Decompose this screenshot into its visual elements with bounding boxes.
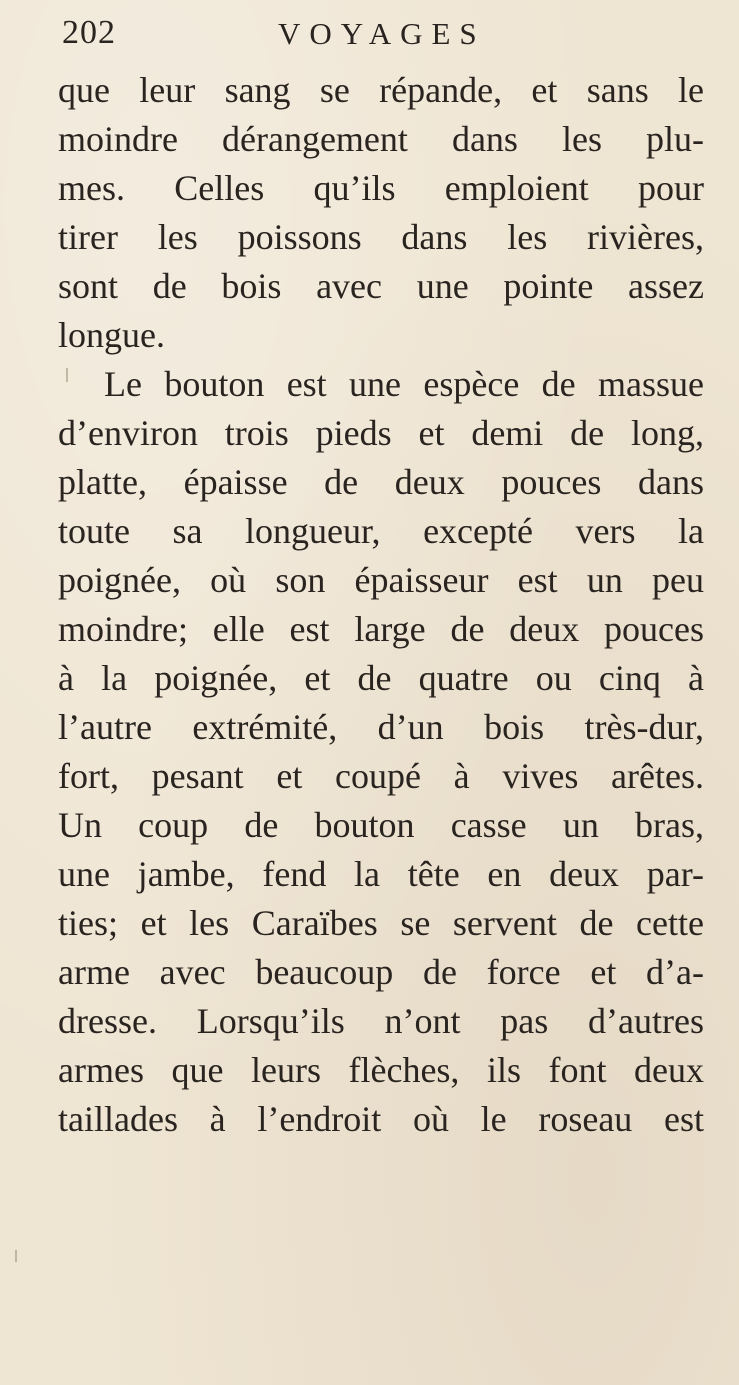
text-line: une jambe, fend la tête en deux par- xyxy=(58,854,704,894)
text-line: tirer les poissons dans les rivières, xyxy=(58,217,704,257)
running-head xyxy=(62,14,702,58)
text-line: taillades à l’endroit où le roseau est xyxy=(58,1099,704,1139)
text-line: d’environ trois pieds et demi de long, xyxy=(58,413,704,453)
body-text xyxy=(58,66,704,1144)
text-line: poignée, où son épaisseur est un peu xyxy=(58,560,704,600)
text-line: longue. xyxy=(58,315,165,355)
text-line: sont de bois avec une pointe assez xyxy=(58,266,704,306)
text-line: mes. Celles qu’ils emploient pour xyxy=(58,168,704,208)
text-line: platte, épaisse de deux pouces dans xyxy=(58,462,704,502)
text-line: dresse. Lorsqu’ils n’ont pas d’autres xyxy=(58,1001,704,1041)
text-line: l’autre extrémité, d’un bois très-dur, xyxy=(58,707,704,747)
text-line: ties; et les Caraïbes se servent de cette xyxy=(58,903,704,943)
paper-speck xyxy=(66,368,68,382)
running-title: VOYAGES xyxy=(278,16,486,51)
paragraph-first-line: Le bouton est une espèce de massue xyxy=(104,364,704,404)
text-line: que leur sang se répande, et sans le xyxy=(58,70,704,110)
page-number: 202 xyxy=(62,14,116,51)
text-line: Un coup de bouton casse un bras, xyxy=(58,805,704,845)
paper-speck xyxy=(15,1250,17,1262)
text-line: moindre dérangement dans les plu- xyxy=(58,119,704,159)
text-line: arme avec beaucoup de force et d’a- xyxy=(58,952,704,992)
text-line: moindre; elle est large de deux pouces xyxy=(58,609,704,649)
text-line: toute sa longueur, excepté vers la xyxy=(58,511,704,551)
text-line: armes que leurs flèches, ils font deux xyxy=(58,1050,704,1090)
text-line: à la poignée, et de quatre ou cinq à xyxy=(58,658,704,698)
text-line: fort, pesant et coupé à vives arêtes. xyxy=(58,756,704,796)
